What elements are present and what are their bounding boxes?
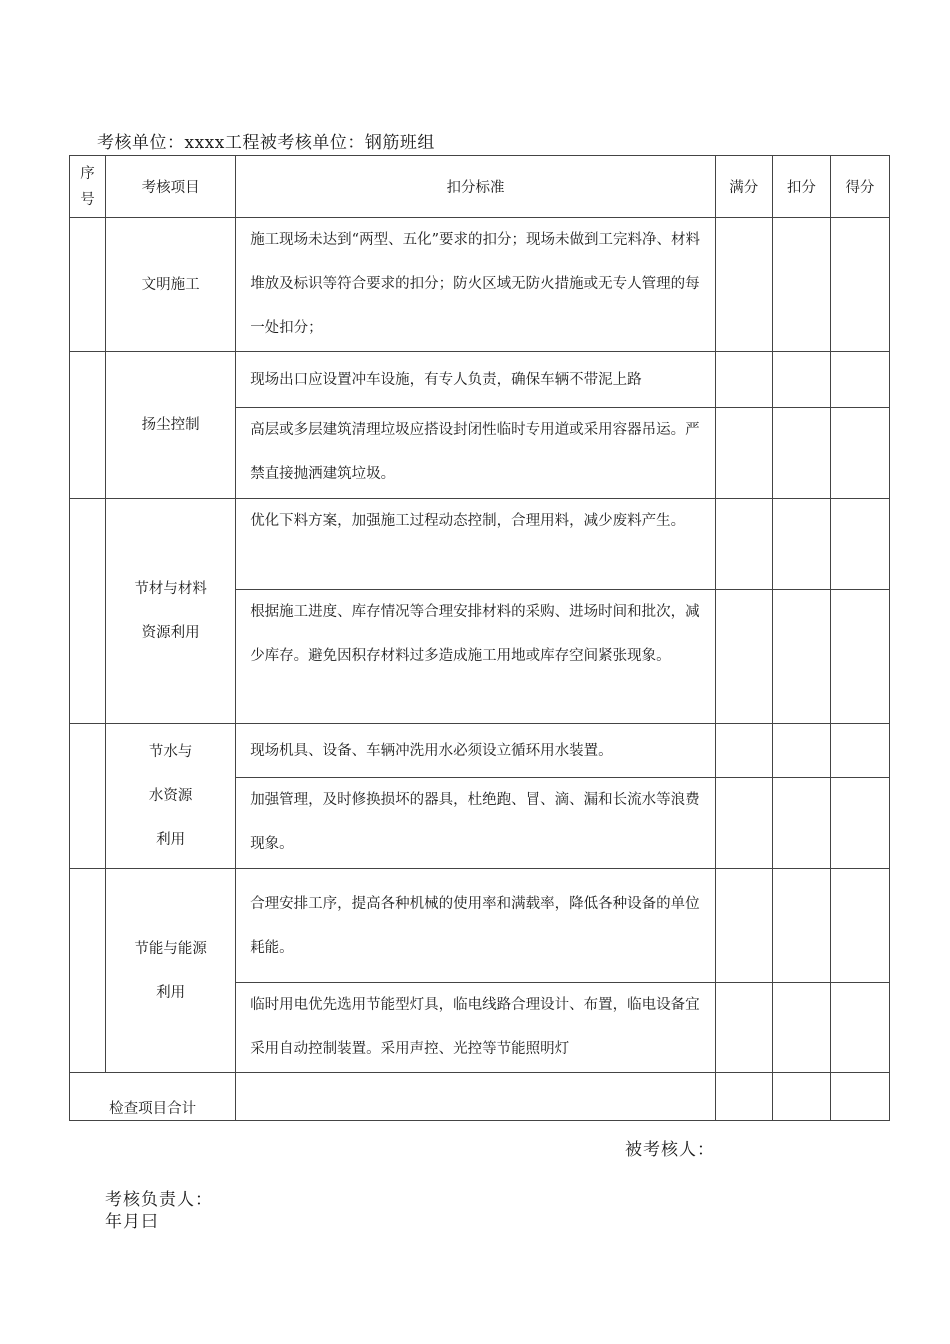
standard-cell: 现场出口应设置冲车设施，有专人负责，确保车辆不带泥上路 [236, 352, 716, 408]
column-header-item: 考核项目 [106, 156, 236, 218]
score-cell[interactable] [830, 499, 889, 590]
item-cell [106, 724, 236, 869]
item-cell [106, 352, 236, 499]
item-name-line: 节材与材料 [134, 581, 207, 597]
deduct-cell[interactable] [772, 590, 830, 724]
seq-header-char-2: 号 [80, 191, 95, 208]
assessment-header: 考核单位：xxxx工程被考核单位：钢筋班组 [97, 133, 435, 153]
full-score-cell[interactable] [715, 499, 772, 590]
item-cell [106, 499, 236, 724]
full-score-cell[interactable] [715, 408, 772, 499]
item-name-line: 节水与 [148, 744, 193, 760]
item-name-line: 利用 [156, 984, 186, 1001]
standard-cell: 优化下料方案，加强施工过程动态控制，合理用料，减少废料产生。 [236, 499, 716, 590]
summary-row [70, 1073, 890, 1121]
seq-cell [70, 724, 106, 869]
deduct-cell[interactable] [772, 778, 830, 869]
table-row [70, 499, 890, 590]
summary-label: 检查项目合计 [70, 1073, 236, 1121]
full-score-cell[interactable] [715, 218, 772, 352]
table-header-row [70, 156, 890, 218]
assessment-lead-signature-label: 考核负责人： [105, 1190, 213, 1210]
assessment-table [69, 155, 890, 1121]
column-header-seq [70, 156, 106, 218]
standard-cell: 加强管理，及时修换损坏的器具，杜绝跑、冒、滴、漏和长流水等浪费现象。 [236, 778, 716, 869]
deduct-cell[interactable] [772, 218, 830, 352]
seq-cell [70, 499, 106, 724]
score-cell[interactable] [830, 983, 889, 1073]
full-score-cell[interactable] [715, 778, 772, 869]
deduct-cell[interactable] [772, 869, 830, 983]
seq-cell [70, 352, 106, 499]
standard-cell: 合理安排工序，提高各种机械的使用率和满载率，降低各种设备的单位耗能。 [236, 869, 716, 983]
full-score-cell[interactable] [715, 983, 772, 1073]
summary-deduct-cell[interactable] [772, 1073, 830, 1121]
score-cell[interactable] [830, 778, 889, 869]
deduct-cell[interactable] [772, 499, 830, 590]
deduct-cell[interactable] [772, 352, 830, 408]
standard-cell: 施工现场未达到“两型、五化”要求的扣分；现场未做到工完料净、材料堆放及标识等符合要求的扣分；防火区域无防火措施或无专人管理的每一处扣分； [236, 218, 716, 352]
column-header-deduct: 扣分 [772, 156, 830, 218]
score-cell[interactable] [830, 869, 889, 983]
item-name-line: 利用 [156, 832, 186, 848]
standard-cell: 现场机具、设备、车辆冲洗用水必须设立循环用水装置。 [236, 724, 716, 778]
score-cell[interactable] [830, 590, 889, 724]
score-cell[interactable] [830, 218, 889, 352]
standard-cell: 临时用电优先选用节能型灯具，临电线路合理设计、布置，临电设备宜采用自动控制装置。采用声控、光控等节能照明灯 [236, 983, 716, 1073]
summary-score-cell[interactable] [830, 1073, 889, 1121]
seq-cell [70, 218, 106, 352]
date-label: 年月曰 [105, 1212, 159, 1232]
deduct-cell[interactable] [772, 724, 830, 778]
examinee-signature-label: 被考核人： [625, 1140, 715, 1160]
item-name: 文明施工 [141, 276, 200, 293]
score-cell[interactable] [830, 724, 889, 778]
seq-cell [70, 869, 106, 1073]
full-score-cell[interactable] [715, 724, 772, 778]
item-cell [106, 218, 236, 352]
summary-standard-cell [236, 1073, 716, 1121]
standard-cell: 根据施工进度、库存情况等合理安排材料的采购、进场时间和批次，减少库存。避免因积存材料过多造成施工用地或库存空间紧张现象。 [236, 590, 716, 724]
full-score-cell[interactable] [715, 590, 772, 724]
table-row [70, 218, 890, 352]
deduct-cell[interactable] [772, 983, 830, 1073]
summary-full-cell[interactable] [715, 1073, 772, 1121]
score-cell[interactable] [830, 352, 889, 408]
item-name-line: 资源利用 [141, 625, 200, 641]
item-cell [106, 869, 236, 1073]
seq-header-char-1: 序 [80, 165, 95, 182]
item-name: 扬尘控制 [141, 417, 200, 433]
item-name-line: 水资源 [148, 788, 193, 804]
deduct-cell[interactable] [772, 408, 830, 499]
full-score-cell[interactable] [715, 869, 772, 983]
table-row [70, 724, 890, 778]
column-header-standard: 扣分标准 [236, 156, 716, 218]
full-score-cell[interactable] [715, 352, 772, 408]
standard-cell: 高层或多层建筑清理垃圾应搭设封闭性临时专用道或采用容器吊运。严禁直接抛洒建筑垃圾。 [236, 408, 716, 499]
score-cell[interactable] [830, 408, 889, 499]
item-name-line: 节能与能源 [134, 940, 207, 957]
table-row [70, 352, 890, 408]
column-header-full: 满分 [715, 156, 772, 218]
table-row [70, 869, 890, 983]
column-header-score: 得分 [830, 156, 889, 218]
